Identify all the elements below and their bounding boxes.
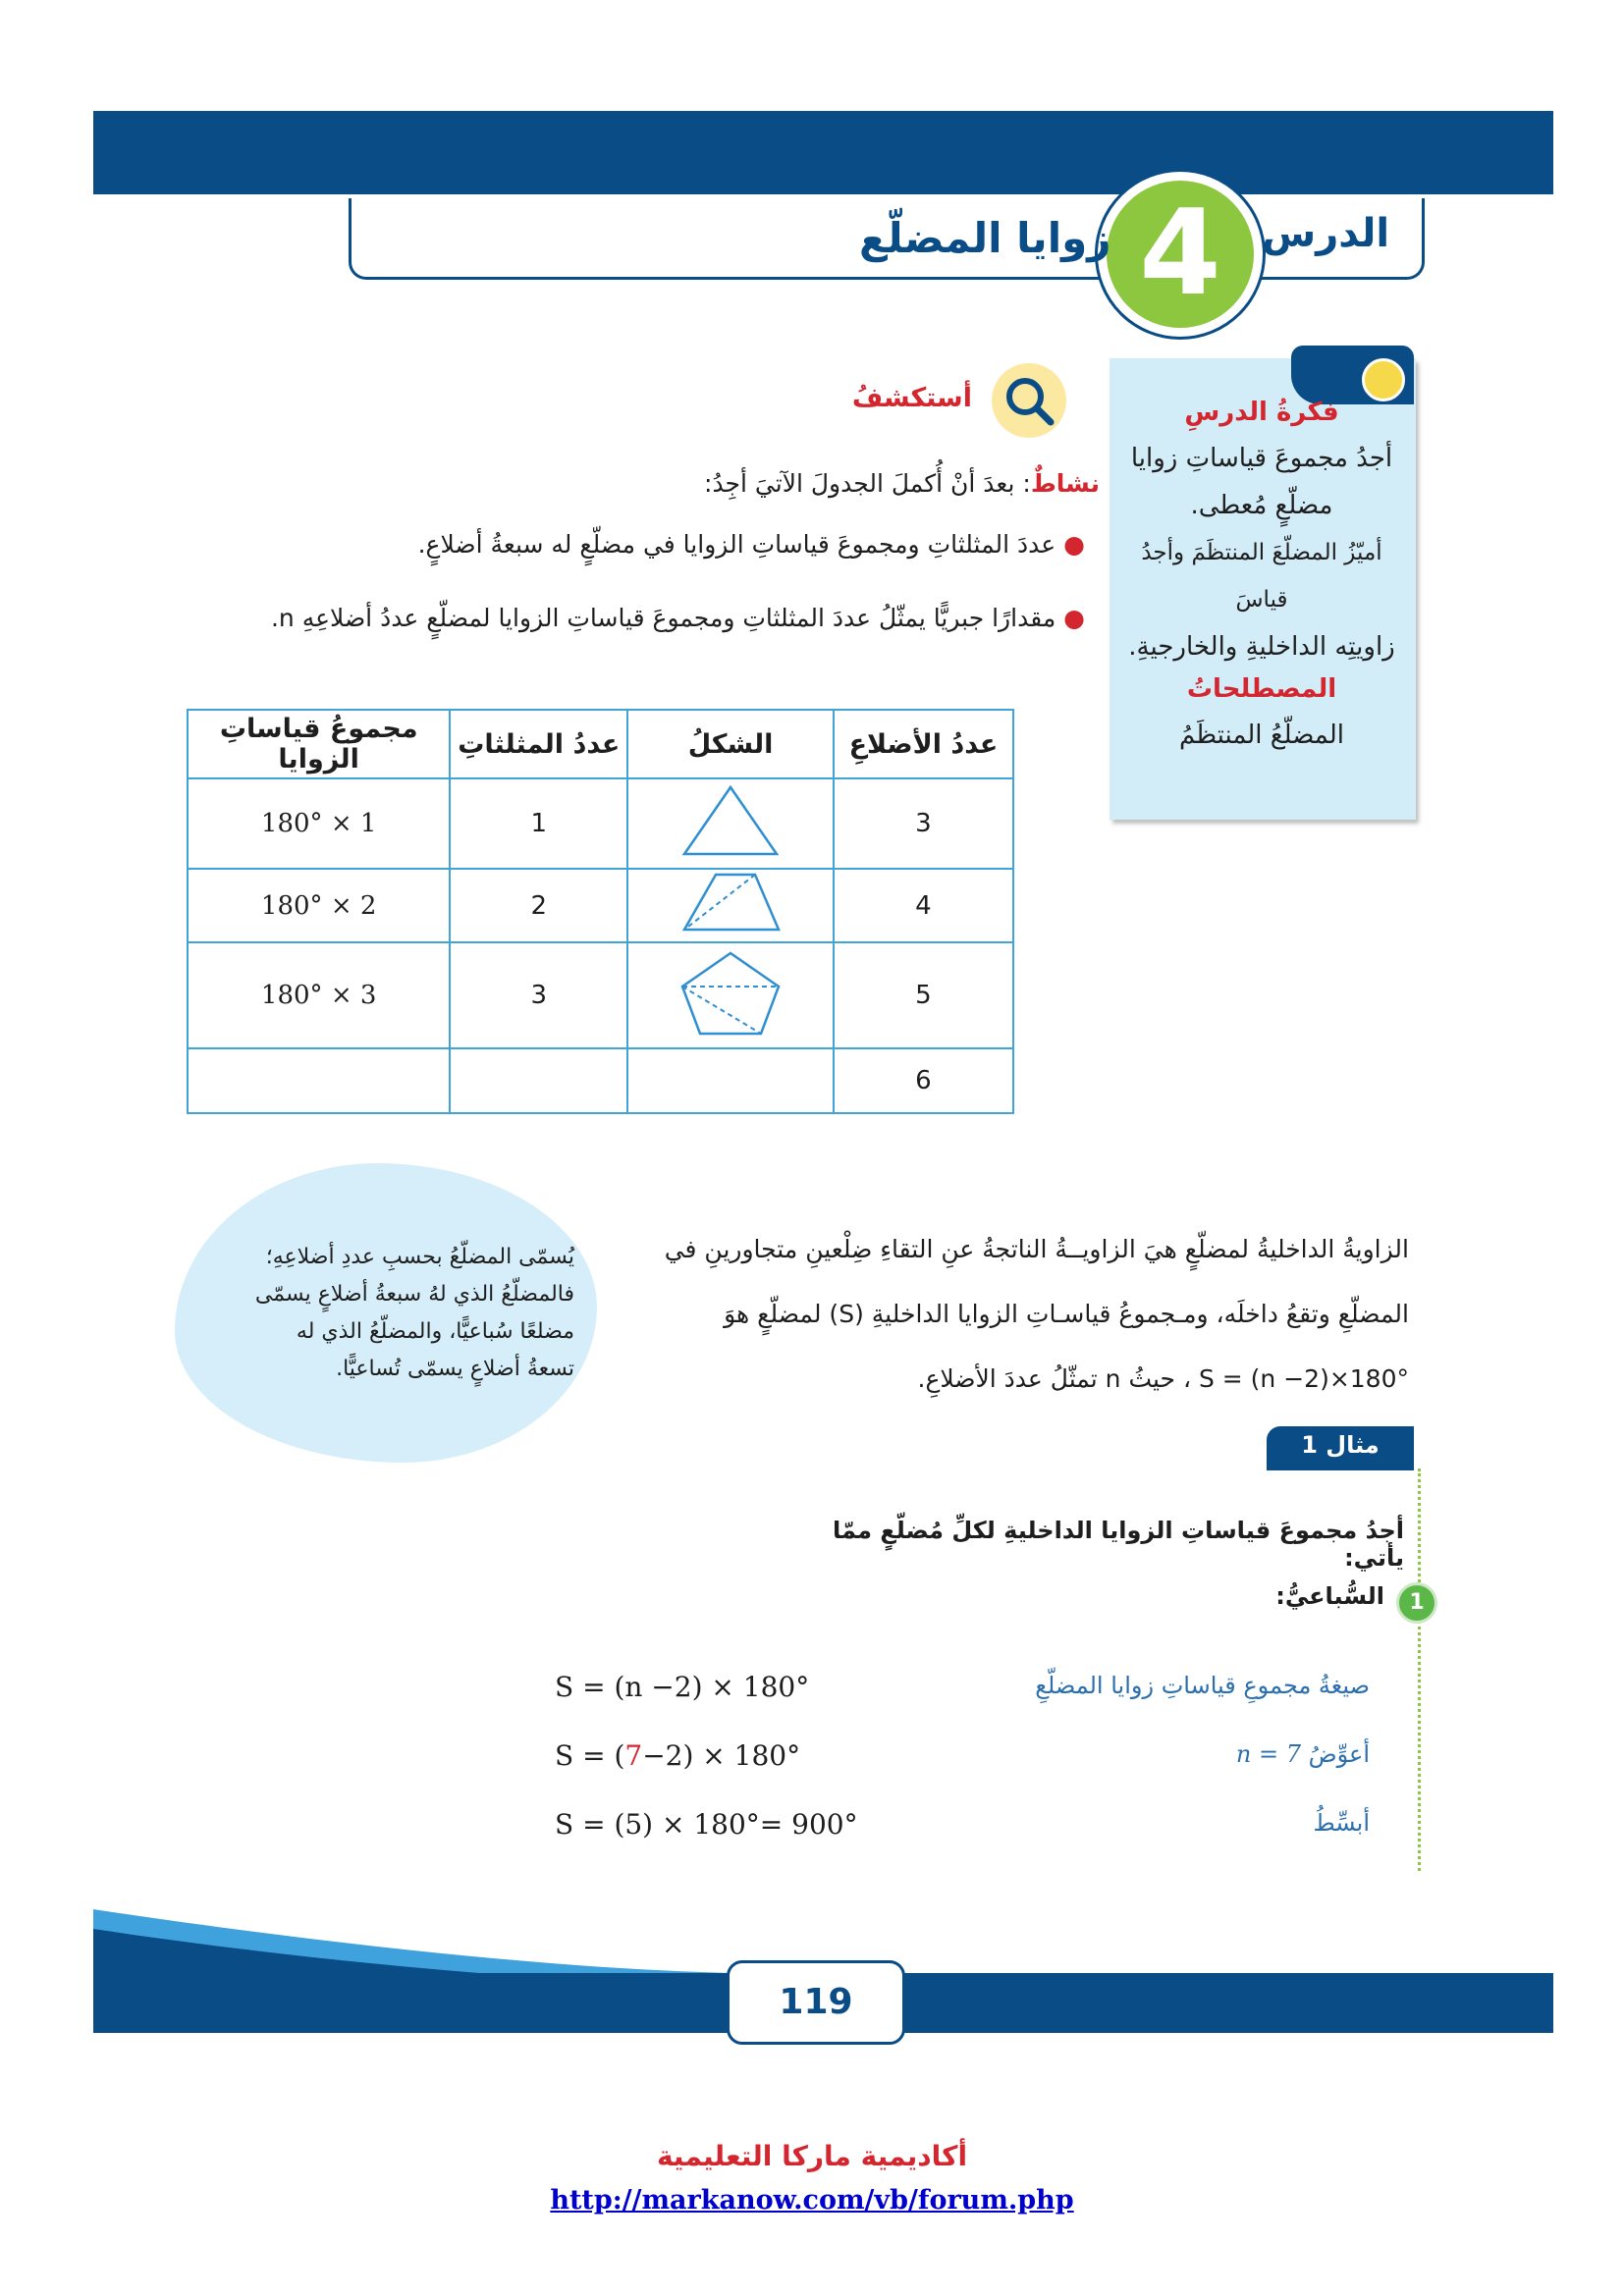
cell-triangles: 2 — [450, 869, 627, 942]
lightbulb-icon — [1362, 358, 1405, 401]
page-number: 119 — [727, 1960, 905, 2045]
empty-shape-cell — [627, 1048, 834, 1113]
idea-line-1: أجدُ مجموعَ قياساتِ زوايا — [1130, 444, 1393, 473]
item-number-badge: 1 — [1396, 1582, 1437, 1624]
table-row — [188, 1048, 1013, 1113]
cell-sides: 6 — [834, 1048, 1013, 1113]
cell-sum — [188, 1048, 450, 1113]
lesson-title: زوايا المضلّع — [859, 214, 1111, 262]
table-row — [188, 869, 1013, 942]
header-sides: عددُ الأضلاعِ — [834, 710, 1013, 778]
cell-triangles: 1 — [450, 778, 627, 869]
idea-line-2: مضلّعٍ مُعطى. — [1190, 491, 1333, 520]
cell-sides: 3 — [834, 778, 1013, 869]
idea-box-content — [1114, 398, 1409, 759]
header-shape: الشكلُ — [627, 710, 834, 778]
idea-line-4: زاويتِه الداخليةِ والخارجيةِ. — [1128, 632, 1395, 662]
step-3-note: أبسِّطُ — [1313, 1809, 1370, 1837]
academy-name: أكاديمية ماركا التعليمية — [656, 2140, 968, 2172]
cell-sum: 3 × 180° — [188, 942, 450, 1048]
idea-line-3: أميّزُ المضلّعَ المنتظَمَ وأجدُ قياسَ — [1141, 540, 1382, 613]
activity-line — [373, 469, 1100, 498]
terms-title: المصطلحاتُ — [1186, 674, 1337, 704]
triangle-shape — [627, 778, 834, 869]
explore-title: أستكشفُ — [851, 383, 972, 413]
activity-text: : بعدَ أنْ أُكملَ الجدولَ الآتيَ أجِدُ: — [704, 469, 1031, 498]
cloud-note-text: يُسمّى المضلّعُ بحسبِ عددِ أضلاعِهِ؛ فالمضلّعُ الذي لهُ سبعةُ أضلاعٍ يسمّى مضلعًا سُباعيًّا، والمضلّعُ الذي له تسعةُ أضلاعٍ يسمّى تُساعيًّا. — [254, 1245, 574, 1381]
polygon-table — [187, 709, 1014, 1114]
academy-link[interactable]: http://markanow.com/vb/forum.php — [550, 2185, 1074, 2216]
table-row — [188, 778, 1013, 869]
cell-sum: 1 × 180° — [188, 778, 450, 869]
cell-sides: 5 — [834, 942, 1013, 1048]
example-question: أجدُ مجموعَ قياساتِ الزوايا الداخليةِ لكلِّ مُضلّعٍ ممّا يأتي: — [833, 1517, 1404, 1572]
explore-bullet-1: ● عددَ المثلثاتِ ومجموعَ قياساتِ الزوايا في مضلّعٍ له سبعةُ أضلاعٍ. — [417, 530, 1085, 559]
pentagon-shape — [627, 942, 834, 1048]
item-label: السُّباعيُّ: — [1275, 1582, 1384, 1610]
header-triangles: عددُ المثلثاتِ — [450, 710, 627, 778]
definition-line-3: S = (n −2)×180° ، حيثُ n تمثّلُ عددَ الأضلاعِ. — [917, 1364, 1409, 1393]
definition-line-1: الزاويةُ الداخليةُ لمضلّعٍ هيَ الزاويــةُ الناتجةُ عنِ التقاءِ ضِلْعينِ متجاورينِ في — [664, 1235, 1409, 1263]
lesson-number-badge: 4 — [1098, 172, 1263, 337]
definition-line-2: المضلّعِ وتقعُ داخلَه، ومـجموعُ قياسـاتِ الزوايا الداخليةِ (S) لمضلّعٍ هوَ — [724, 1300, 1409, 1328]
step-1-note: صيغةُ مجموعِ قياساتِ زوايا المضلّعِ — [1035, 1672, 1370, 1699]
explore-bullet-2: ● مقدارًا جبريًّا يمثّلُ عددَ المثلثاتِ ومجموعَ قياساتِ الزوايا لمضلّعٍ عددُ أضلاعِهِ n. — [270, 604, 1085, 632]
interior-angle-definition — [653, 1217, 1409, 1412]
quadrilateral-shape — [627, 869, 834, 942]
table-header-row — [188, 710, 1013, 778]
step-1-math: S = (n −2) × 180° — [555, 1671, 810, 1703]
cell-sum: 2 × 180° — [188, 869, 450, 942]
step-2-note: أعوِّضُ n = 7 — [1235, 1740, 1370, 1768]
activity-label: نشاطٌ — [1030, 469, 1100, 498]
step-3-math: S = (5) × 180°= 900° — [555, 1808, 858, 1841]
example-label: مثال 1 — [1301, 1431, 1380, 1459]
term: المضلّعُ المنتظَمُ — [1179, 721, 1344, 750]
step-2-math: S = (7−2) × 180° — [555, 1739, 801, 1772]
idea-title: فكرةُ الدرسِ — [1184, 398, 1339, 427]
cell-sides: 4 — [834, 869, 1013, 942]
header-sum: مجموعُ قياساتِ الزوايا — [188, 710, 450, 778]
cell-triangles — [450, 1048, 627, 1113]
cell-triangles: 3 — [450, 942, 627, 1048]
table-row — [188, 942, 1013, 1048]
example-dotted-line — [1418, 1468, 1421, 1871]
header-band — [93, 111, 1553, 194]
magnifier-icon — [992, 363, 1066, 438]
lesson-word: الدرس — [1262, 211, 1390, 256]
